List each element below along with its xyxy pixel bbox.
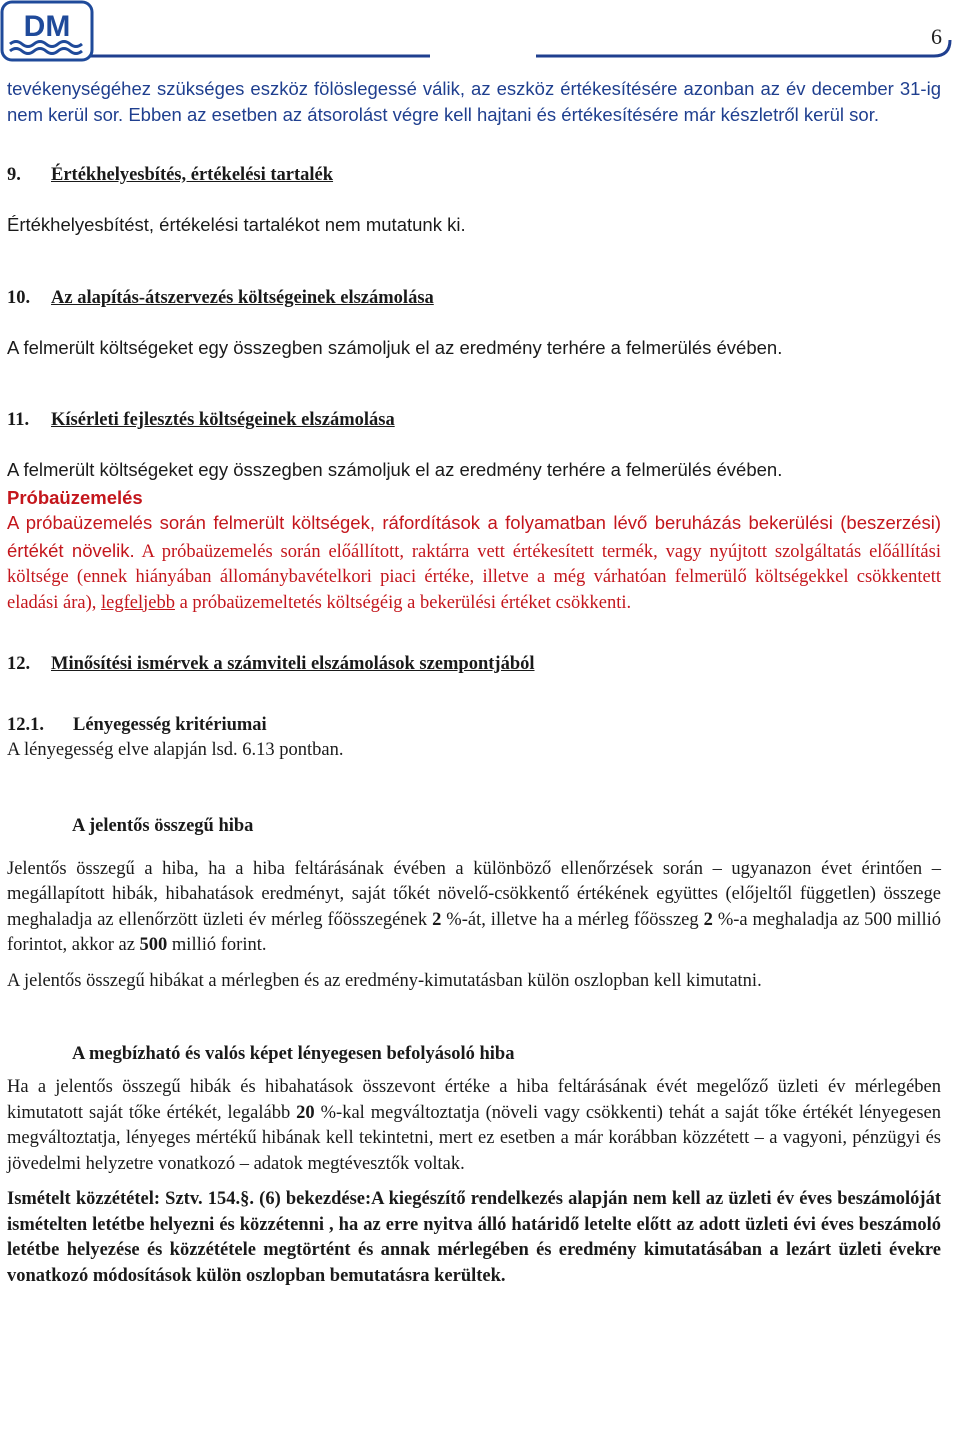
intro-paragraph: tevékenységéhez szükséges eszköz fölöslegessé válik, az eszköz értékesítésére azonban az év december 31-ig nem kerül sor. Ebben az esetben az átsorolást végre kell hajtani és értékesítésére már készletről kerül sor.: [7, 78, 941, 125]
jelentos-value-1: 2: [432, 909, 442, 930]
megbizhato-text-a: Ha a jelentős összegű hibák és hibahatások összevont értéke a hiba feltárásának évét megelőző üzleti év mérlegében kimutatott saját tőke értékét, legalább: [7, 1077, 941, 1123]
section-number: 11.: [7, 410, 30, 430]
jelentos-text-g: millió forint.: [171, 935, 267, 955]
section-title: Értékhelyesbítés, értékelési tartalék: [51, 165, 334, 185]
section-title: Minősítési ismérvek a számviteli elszámolások szempontjából: [51, 654, 535, 674]
section-title: Az alapítás-átszervezés költségeinek elszámolása: [51, 287, 434, 308]
megbizhato-paragraph: [7, 1075, 941, 1177]
proba-text-3: a próbaüzemeltetés költségéig a bekerülési értéket csökkenti.: [179, 592, 632, 613]
jelentos-paragraph-1: [7, 857, 941, 959]
megbizhato-value: 20: [296, 1102, 315, 1123]
jelentos-text-a: Jelentős összegű a hiba, ha a hiba feltárásának évében a különböző ellenőrzések során – ugyanazon évet érintően – megállapított hibák, hibahatások eredményt, saját tőkét növelő-csökkentő értékének együttes (előjeltől független) összege meghaladja az ellenőrzött üzleti év mérleg főösszegének: [7, 858, 941, 930]
dm-logo: [0, 0, 94, 62]
logo-text: DM: [23, 10, 71, 43]
proba-text-2: A próbaüzemelés során előállított, raktárra vett értékesített termék, vagy nyújtott szolgáltatás előállítási költsége (ennek hiányában állománybavételkori piaci értéke, illetve a még várhatóan felmerülő költségekkel csökkentett eladási ára),: [7, 541, 941, 613]
page-header: [0, 0, 960, 80]
jelentos-text-c: %-át, illetve ha a mérleg főösszeg: [446, 909, 699, 930]
proba-underlined: legfeljebb: [100, 592, 175, 613]
section-9-heading: [7, 163, 941, 188]
section-11-body: A felmerült költségeket egy összegben számoljuk el az eredmény terhére a felmerülés évében.: [7, 459, 783, 480]
section-number: 9.: [7, 165, 21, 185]
section-title: Lényegesség kritériumai: [73, 715, 267, 735]
jelentos-value-2: 2: [703, 909, 713, 930]
section-12-1-heading: [7, 713, 941, 738]
section-10-heading: [7, 286, 941, 311]
ismetelt-paragraph: Ismételt közzététel: Sztv. 154.§. (6) bekezdése:A kiegészítő rendelkezés alapján nem kell az üzleti év éves beszámolóját ismételten letétbe helyezni és közzétenni , ha az erre nyitva álló határidő letelte előtt az adott üzleti évi éves beszámoló letétbe helyezése és közzététele megtörtént és annak mérlegében és eredmény kimutatásában a lezárt üzleti évekre vonatkozó módosítások külön oszlopban bemutatásra kerültek.: [7, 1189, 941, 1286]
section-11-heading: [7, 408, 941, 433]
jelentos-text-e: %-a meghaladja az 500 millió forintot, akkor az: [7, 909, 942, 955]
section-10-body: A felmerült költségeket egy összegben számoljuk el az eredmény terhére a felmerülés évében.: [7, 336, 783, 358]
section-number: 12.: [7, 654, 31, 674]
page-content: [7, 76, 941, 1289]
section-number: 10.: [7, 287, 31, 308]
jelentos-heading: A jelentős összegű hiba: [72, 815, 254, 836]
section-12-heading: [7, 652, 941, 677]
proba-paragraph: [7, 510, 941, 616]
proba-text-1: A próbaüzemelés során felmerült költségek, ráfordítások a folyamatban lévő beruházás bekerülési (beszerzési) értékét növelik.: [7, 512, 941, 561]
header-rule: [0, 0, 960, 80]
section-number: 12.1.: [7, 715, 44, 735]
section-title: Kísérleti fejlesztés költségeinek elszámolása: [51, 410, 395, 430]
megbizhato-heading: A megbízható és valós képet lényegesen befolyásoló hiba: [72, 1044, 515, 1064]
page-number: 6: [931, 24, 942, 49]
section-9-body: Értékhelyesbítést, értékelési tartalékot nem mutatunk ki.: [7, 214, 466, 235]
jelentos-value-3: 500: [139, 935, 168, 955]
proba-heading: Próbaüzemelés: [7, 486, 143, 508]
section-12-1-body: A lényegesség elve alapján lsd. 6.13 pontban.: [7, 740, 344, 760]
jelentos-paragraph-2: A jelentős összegű hibákat a mérlegben és az eredmény-kimutatásban külön oszlopban kell kimutatni.: [7, 970, 762, 991]
megbizhato-text-c: %-kal megváltoztatja (növeli vagy csökkenti) tehát a saját tőke értékét lényegesen megváltoztatja, lényeges mértékű hibának kell tekintetni, mert ez esetben a már korábban közzétett – a vagyoni, pénzügyi és jövedelmi helyzetre vonatkozó – adatok megtévesztők voltak.: [7, 1102, 942, 1174]
